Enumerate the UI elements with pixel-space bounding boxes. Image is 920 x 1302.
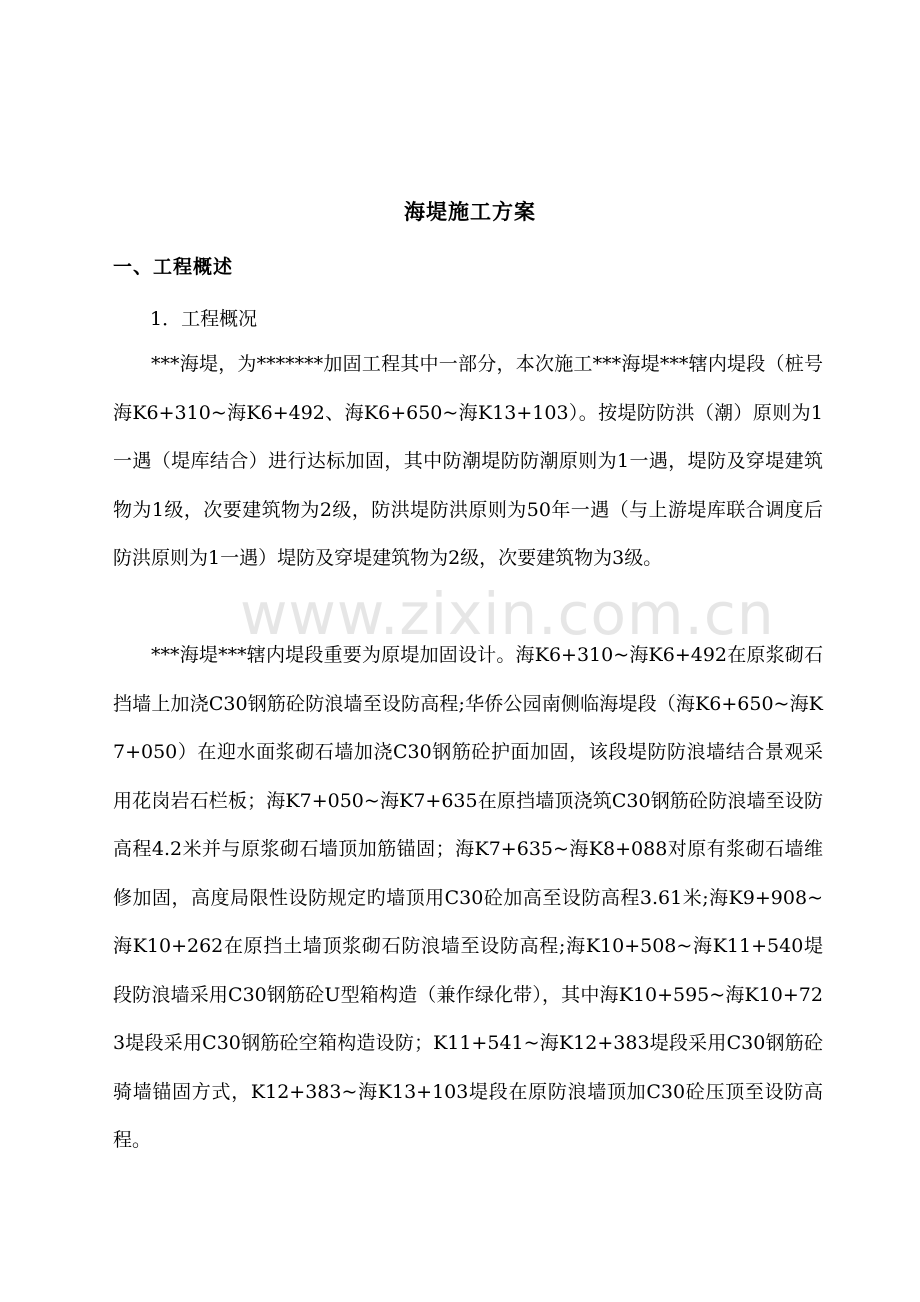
sub-heading: 1．工程概况: [150, 308, 258, 330]
watermark-text: www.zixin.com.cn: [240, 580, 775, 648]
document-title: 海堤施工方案: [404, 199, 536, 224]
section-heading: 一、工程概述: [113, 256, 234, 278]
paragraph-overview: ***海堤，为*******加固工程其中一部分，本次施工***海堤***辖内堤段（桩号海K6+310~海K6+492、海K6+650~海K13+103）。按堤防防洪（潮）原则为1一遇（堤库结合）进行达标加固，其中防潮堤防防潮原则为1一遇，堤防及穿堤建筑物为1级，次要建筑物为2级，防洪堤防洪原则为50年一遇（与上游堤库联合调度后防洪原则为1一遇）堤防及穿堤建筑物为2级，次要建筑物为3级。: [113, 353, 823, 569]
paragraph-design: ***海堤***辖内堤段重要为原堤加固设计。海K6+310~海K6+492在原浆砌石挡墙上加浇C30钢筋砼防浪墙至设防高程;华侨公园南侧临海堤段（海K6+650~海K7+050）在迎水面浆砌石墙加浇C30钢筋砼护面加固，该段堤防防浪墙结合景观采用花岗岩石栏板；海K7+050~海K7+635在原挡墙顶浇筑C30钢筋砼防浪墙至设防高程4.2米并与原浆砌石墙顶加筋锚固；海K7+635~海K8+088对原有浆砌石墙维修加固，高度局限性设防规定旳墙顶用C30砼加高至设防高程3.61米;海K9+908~海K10+262在原挡土墙顶浆砌石防浪墙至设防高程;海K10+508~海K11+540堤段防浪墙采用C30钢筋砼U型箱构造（兼作绿化带），其中海K10+595~海K10+723堤段采用C30钢筋砼空箱构造设防；K11+541~海K12+383堤段采用C30钢筋砼骑墙锚固方式，K12+383~海K13+103堤段在原防浪墙顶加C30砼压顶至设防高程。: [113, 644, 823, 1151]
